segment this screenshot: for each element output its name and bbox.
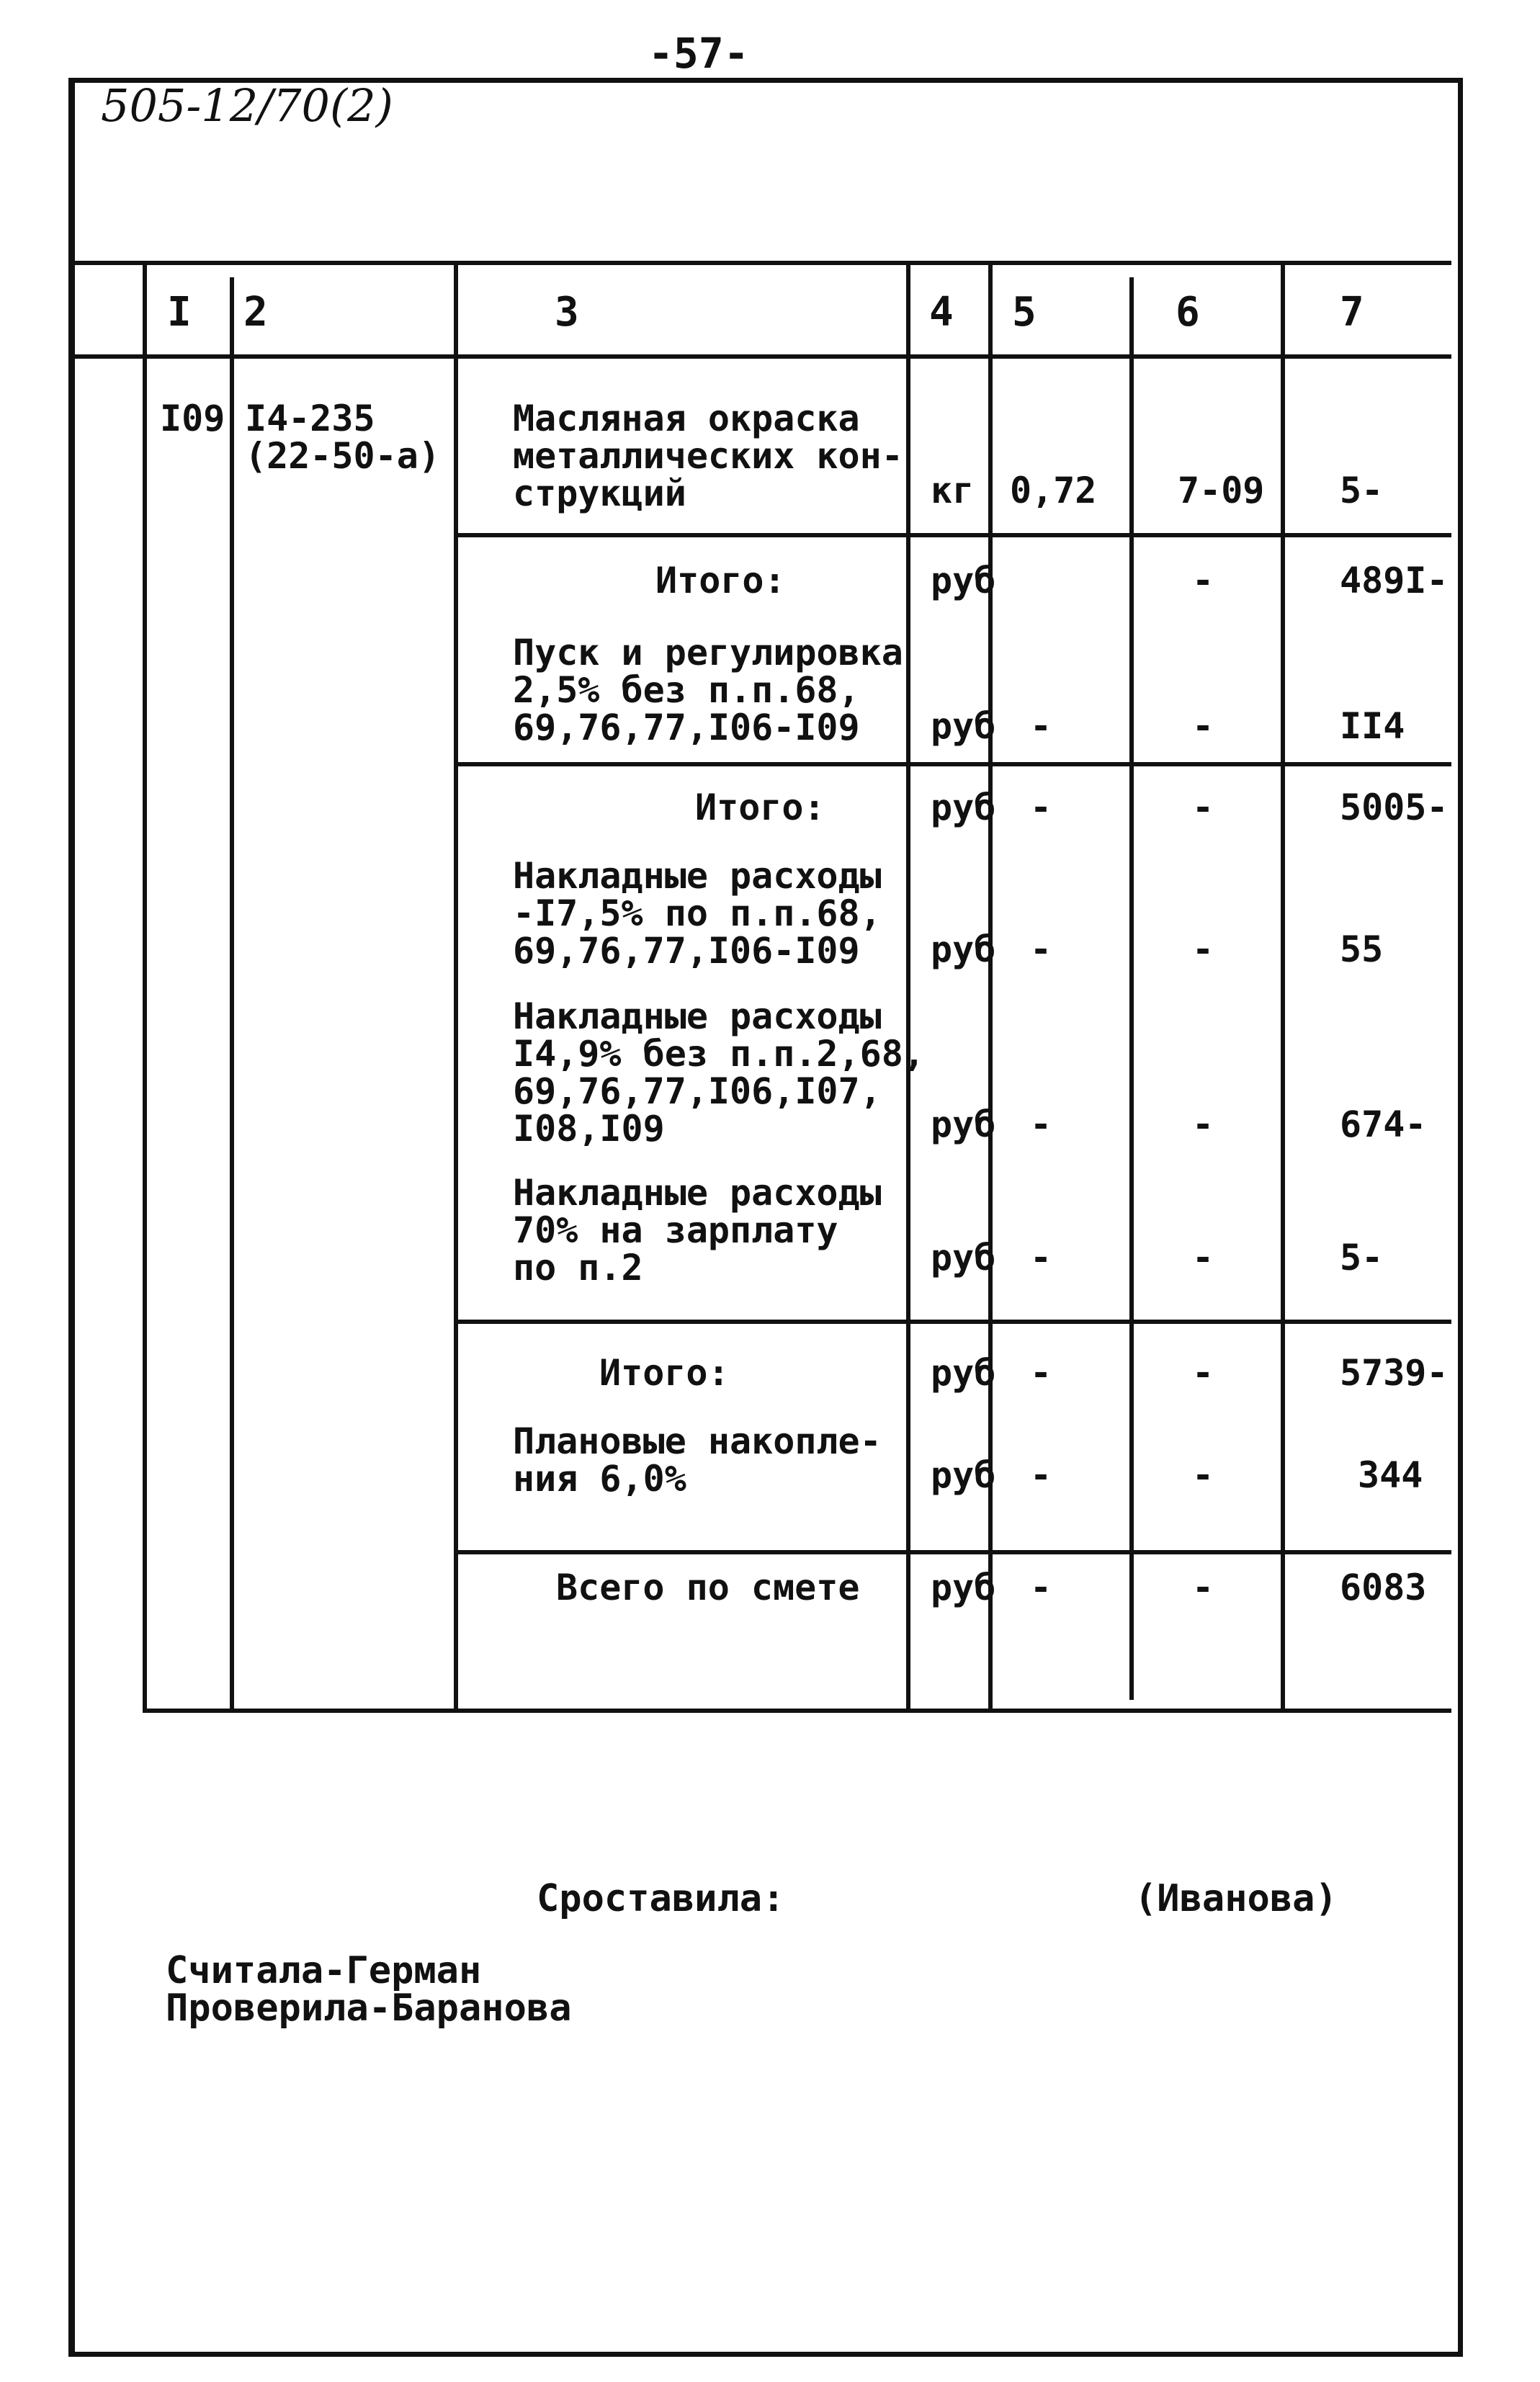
- row-0-total: 5-: [1340, 470, 1384, 511]
- row-7-description: Итого:: [599, 1352, 730, 1394]
- header-col-3: 3: [555, 289, 579, 336]
- row-5-dash-6: -: [1192, 1103, 1214, 1145]
- compiled-by-label: Сроставила:: [537, 1877, 785, 1920]
- group-rule-4: [456, 1550, 1451, 1554]
- table-bottom-rule: [143, 1709, 1451, 1713]
- row-9-description: Всего по смете: [556, 1567, 860, 1608]
- row-8-unit: руб: [931, 1454, 996, 1496]
- group-rule-2: [456, 762, 1451, 766]
- row-0-price: 7-09: [1178, 470, 1265, 511]
- row-9-total: 6083: [1340, 1567, 1427, 1608]
- col-1-left-rule: [143, 261, 147, 1713]
- row-4-dash-6: -: [1192, 928, 1214, 970]
- row-1-description: Итого:: [655, 560, 786, 601]
- header-col-2: 2: [243, 289, 268, 336]
- row-6-dash-5: -: [1030, 1237, 1052, 1279]
- table-top-rule: [72, 261, 1451, 265]
- row-3-dash-5: -: [1030, 787, 1052, 828]
- row-3-dash-6: -: [1192, 787, 1214, 828]
- row-2-description: Пуск и регулировка 2,5% без п.п.68, 69,76,77,I06-I09: [513, 632, 903, 748]
- row-8-dash-5: -: [1030, 1454, 1052, 1496]
- row-6-total: 5-: [1340, 1237, 1384, 1279]
- row-1-total: 489I-: [1340, 560, 1449, 601]
- col-4-left-rule: [906, 261, 910, 1713]
- row-2-dash-6: -: [1192, 705, 1214, 747]
- group-rule-3: [456, 1320, 1451, 1324]
- row-9-unit: руб: [931, 1567, 996, 1608]
- row-8-dash-6: -: [1192, 1454, 1214, 1496]
- row-0-number: I09: [160, 398, 225, 439]
- header-bottom-rule: [72, 354, 1451, 359]
- row-4-total: 55: [1340, 928, 1384, 970]
- row-3-description: Итого:: [695, 787, 825, 828]
- row-3-total: 5005-: [1340, 787, 1449, 828]
- row-7-dash-5: -: [1030, 1352, 1052, 1394]
- row-0-code: I4-235 (22-50-а): [245, 398, 440, 477]
- row-1-dash-6: -: [1192, 560, 1214, 601]
- row-7-unit: руб: [931, 1352, 996, 1394]
- row-8-description: Плановые накопле- ния 6,0%: [513, 1420, 882, 1500]
- row-4-description: Накладные расходы -I7,5% по п.п.68, 69,76,77,I06-I09: [513, 855, 882, 972]
- row-4-unit: руб: [931, 928, 996, 970]
- row-6-unit: руб: [931, 1237, 996, 1279]
- compiled-by-name: (Иванова): [1134, 1877, 1338, 1920]
- row-5-dash-5: -: [1030, 1103, 1052, 1145]
- row-5-unit: руб: [931, 1103, 996, 1145]
- row-1-unit: руб: [931, 560, 996, 601]
- col-2-left-rule: [230, 277, 234, 1713]
- row-0-unit: кг: [931, 470, 975, 511]
- row-9-dash-5: -: [1030, 1567, 1052, 1608]
- header-col-7: 7: [1340, 289, 1364, 336]
- col-7-left-rule: [1281, 261, 1285, 1713]
- page-number: -57-: [648, 29, 749, 78]
- col-6-left-rule: [1129, 277, 1134, 1700]
- header-col-5: 5: [1012, 289, 1037, 336]
- row-7-total: 5739-: [1340, 1352, 1449, 1394]
- row-6-dash-6: -: [1192, 1237, 1214, 1279]
- group-rule-1: [456, 533, 1451, 537]
- header-col-4: 4: [929, 289, 954, 336]
- row-0-description: Масляная окраска металлических кон- струкций: [513, 398, 903, 514]
- checked-by: Проверила-Баранова: [166, 1987, 572, 2030]
- document-number: 505-12/70(2): [101, 79, 393, 132]
- row-2-total: II4: [1340, 705, 1405, 747]
- row-0-quantity: 0,72: [1010, 470, 1097, 511]
- header-col-1: I: [167, 289, 192, 336]
- row-5-total: 674-: [1340, 1103, 1427, 1145]
- row-9-dash-6: -: [1192, 1567, 1214, 1608]
- row-7-dash-6: -: [1192, 1352, 1214, 1394]
- row-4-dash-5: -: [1030, 928, 1052, 970]
- row-8-total: 344: [1358, 1454, 1423, 1496]
- row-6-description: Накладные расходы 70% на зарплату по п.2: [513, 1172, 882, 1289]
- row-5-description: Накладные расходы I4,9% без п.п.2,68, 69,76,77,I06,I07, I08,I09: [513, 995, 925, 1150]
- row-2-dash-5: -: [1030, 705, 1052, 747]
- col-3-left-rule: [454, 261, 458, 1713]
- row-2-unit: руб: [931, 705, 996, 747]
- row-3-unit: руб: [931, 787, 996, 828]
- header-col-6: 6: [1176, 289, 1200, 336]
- counted-by: Считала-Герман: [166, 1949, 482, 1992]
